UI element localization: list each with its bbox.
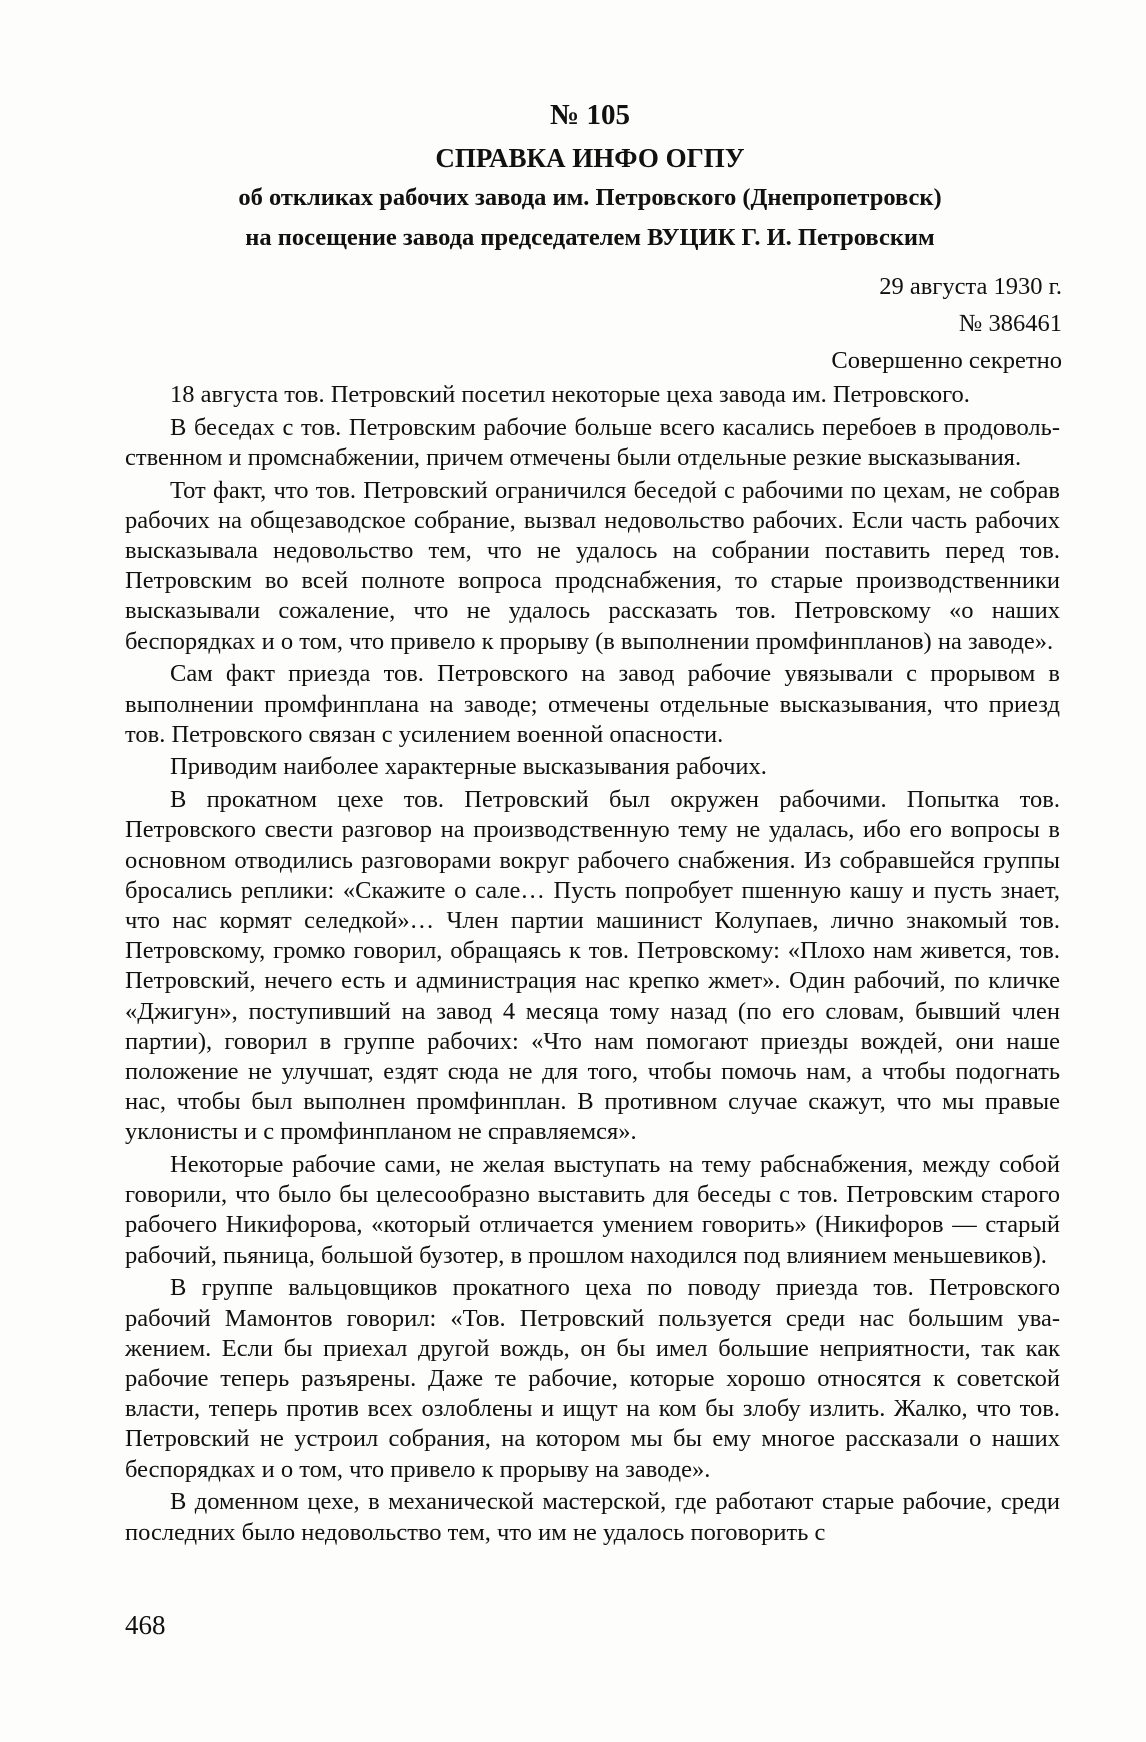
document-body — [125, 380, 1060, 1550]
document-number: № 105 — [550, 99, 630, 131]
paragraph: Некоторые рабочие сами, не желая выступать на тему рабснабжения, между собой говорили, что было бы целесообразно выставить для беседы с тов. Петровским старого рабочего Никифорова, «который отличается умением говорить» (Никифоров — старый рабочий, пьяница, большой бузотер, в прошлом находился под влиянием меньшевиков). — [125, 1151, 1060, 1269]
paragraph: 18 августа тов. Петровский посетил некоторые цеха завода им. Петровского. — [170, 381, 970, 408]
paragraph: В прокатном цехе тов. Петровский был окружен рабочими. Попытка тов. Петровского свести разговор на производственную тему не удалась, ибо его вопросы в основном отводились разговорами вокруг рабочего снабжения. Из собравшейся группы бросались реплики: «Скажите о сале… Пусть попробует пшенную кашу и пусть знает, что нас кормят селедкой»… Член партии машинист Колупаев, лично знакомый тов. Петровскому, громко говорил, обращаясь к тов. Петровскому: «Плохо нам живется, тов. Петровский, нечего есть и администрация нас крепко жмет». Один рабочий, по кличке «Джигун», поступивший на завод 4 месяца тому назад (по его словам, бывший член партии), говорил в группе рабочих: «Что нам помогают приезды вождей, они наше положение не улучшат, ездят сюда не для того, чтобы помочь нам, а чтобы подогнать нас, чтобы был выполнен промфинплан. В противном случае скажут, что мы правые уклонисты и с промфинпланом не справляемся». — [125, 786, 1060, 1146]
document-subtitle-line2: на посещение завода председателем ВУЦИК Г. И. Петровским — [245, 224, 935, 251]
document-date: 29 августа 1930 г. — [879, 273, 1062, 300]
paragraph: Сам факт приезда тов. Петровского на завод рабочие увязывали с прорывом в выполнении промфинплана на заводе; отмечены отдельные высказывания, что приезд тов. Петровского связан с усилением военной опасности. — [125, 660, 1060, 748]
document-subtitle-line1: об откликах рабочих завода им. Петровского (Днепропетровск) — [238, 184, 942, 211]
document-classification: Совершенно секретно — [831, 347, 1062, 374]
page-number: 468 — [125, 1610, 166, 1640]
document-title: СПРАВКА ИНФО ОГПУ — [435, 143, 745, 173]
paragraph: В беседах с тов. Петровским рабочие больше всего касались перебоев в продовольственном и промснабжении, причем отмечены были отдельные резкие высказывания. — [125, 413, 1060, 471]
paragraph: В доменном цехе, в механической мастерской, где работают старые рабочие, среди последних было недовольство тем, что им не удалось поговорить с — [125, 1488, 1060, 1546]
paragraph: Приводим наиболее характерные высказывания рабочих. — [170, 753, 767, 781]
document-meta — [831, 268, 1062, 379]
document-header — [120, 92, 1060, 258]
document-reg-number: № 386461 — [958, 310, 1062, 337]
paragraph: В группе вальцовщиков прокатного цеха по поводу приезда тов. Петровского рабочий Мамонтов говорил: «Тов. Петровский пользуется среди нас большим уважением. Если бы приехал другой вождь, он бы имел большие неприятности, так как рабочие теперь разъярены. Даже те рабочие, которые хорошо относятся к советской власти, теперь против всех озлоблены и ищут на ком бы злобу излить. Жалко, что тов. Петровский не устроил собрания, на котором мы бы ему многое рассказали о наших беспорядках и о том, что привело к прорыву на заводе». — [125, 1274, 1060, 1483]
paragraph: Тот факт, что тов. Петровский ограничился беседой с рабочими по цехам, не собрав рабочих на общезаводское собрание, вызвал недовольство рабочих. Если часть рабочих высказывала недовольство тем, что не удалось на собрании поставить перед тов. Петровским во всей полноте вопроса продснабжения, то старые производственники высказывали сожаление, что не удалось рассказать тов. Петровскому «о наших беспорядках и о том, что привело к прорыву (в выполнении промфинпланов) на заводе». — [125, 476, 1060, 655]
